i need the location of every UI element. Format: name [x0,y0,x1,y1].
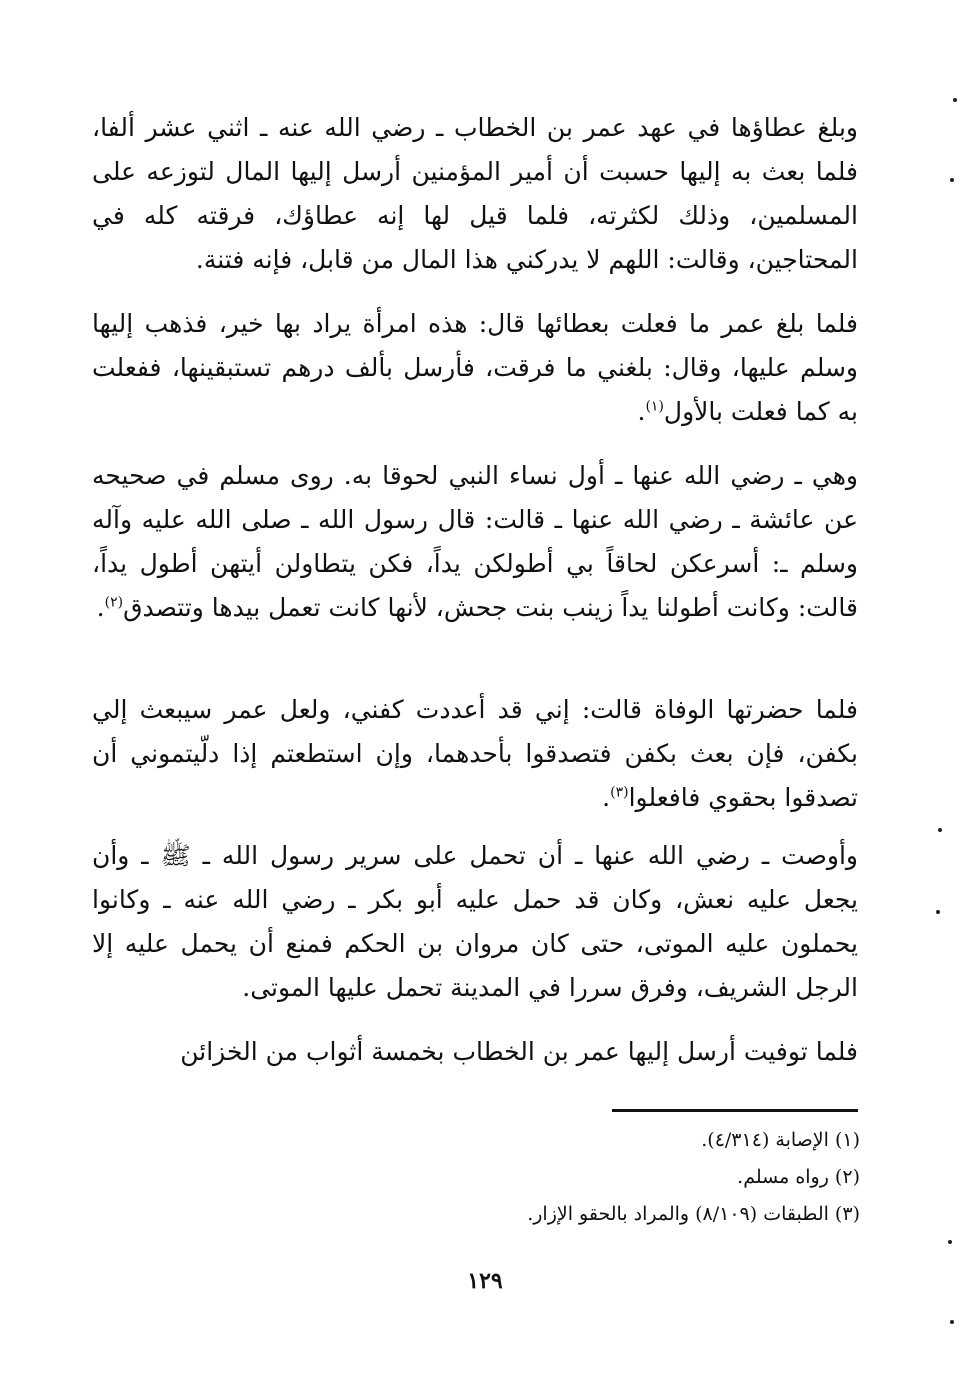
paragraph: فلما حضرتها الوفاة قالت: إني قد أعددت كفني، ولعل عمر سيبعث إلي بكفن، فإن بعث بكفن فتصدقوا بأحدهما، وإن استطعتم إذا دلّيتموني أن تصدقوا بحقوي فافعلوا$^{(٣)}$. [92,695,858,812]
footnote-separator [612,1109,858,1112]
footnote-ref: (١) [645,398,664,415]
paragraph: وأوصت ـ رضي الله عنها ـ أن تحمل على سرير رسول الله ـ ﷺ ـ وأن يجعل عليه نعش، وكان قد حمل عليه أبو بكر ـ رضي الله عنه ـ وكانوا يحملون عليه الموتى، حتى كان مروان بن الحكم فمنع أن يحمل عليه إلا الرجل الشريف، وفرق سررا في المدينة تحمل عليها الموتى. [92,841,858,1002]
paragraph: وبلغ عطاؤها في عهد عمر بن الخطاب ـ رضي الله عنه ـ اثني عشر ألفا، فلما بعث به إليها حسبت أن أمير المؤمنين أرسل إليها المال لتوزعه على المسلمين، وذلك لكثرته، فلما قيل لها إنه عطاؤك، فرقته كله في المحتاجين، وقالت: اللهم لا يدركني هذا المال من قابل، فإنه فتنة. [92,113,858,274]
page-number: ١٢٩ [467,1268,503,1294]
footnote: (١) الإصابة (٤/٣١٤). [701,1129,860,1151]
scan-speck [953,98,957,102]
footnote-ref: (٢) [104,594,124,611]
footnote: (٣) الطبقات (٨/١٠٩) والمراد بالحقو الإزار. [527,1203,860,1225]
paragraph: وهي ـ رضي الله عنها ـ أول نساء النبي لحوقا به. روى مسلم في صحيحه عن عائشة ـ رضي الله عنها ـ قالت: قال رسول الله ـ صلى الله عليه وآله وسلم ـ: أسرعكن لحاقاً بي أطولكن يداً، فكن يتطاولن أيتهن أطول يداً، قالت: وكانت أطولنا يداً زينب بنت جحش، لأنها كانت تعمل بيدها وتتصدق$^{(٢)}$. [92,461,858,622]
scan-speck [938,828,942,832]
scan-speck [936,910,940,914]
scan-speck [948,1240,952,1244]
scan-speck [950,178,954,182]
footnote: (٢) رواه مسلم. [737,1166,860,1188]
paragraph: فلما توفيت أرسل إليها عمر بن الخطاب بخمسة أثواب من الخزائن [180,1037,858,1066]
footnotes [300,1122,860,1233]
paragraph: فلما بلغ عمر ما فعلت بعطائها قال: هذه امرأة يراد بها خير، فذهب إليها وسلم عليها، وقال: بلغني ما فرقت، فأرسل بألف درهم تستبقينها، ففعلت به كما فعلت بالأول$^{(١)}$. [92,309,858,426]
scan-speck [950,1320,954,1324]
footnote-ref: (٣) [610,784,629,801]
